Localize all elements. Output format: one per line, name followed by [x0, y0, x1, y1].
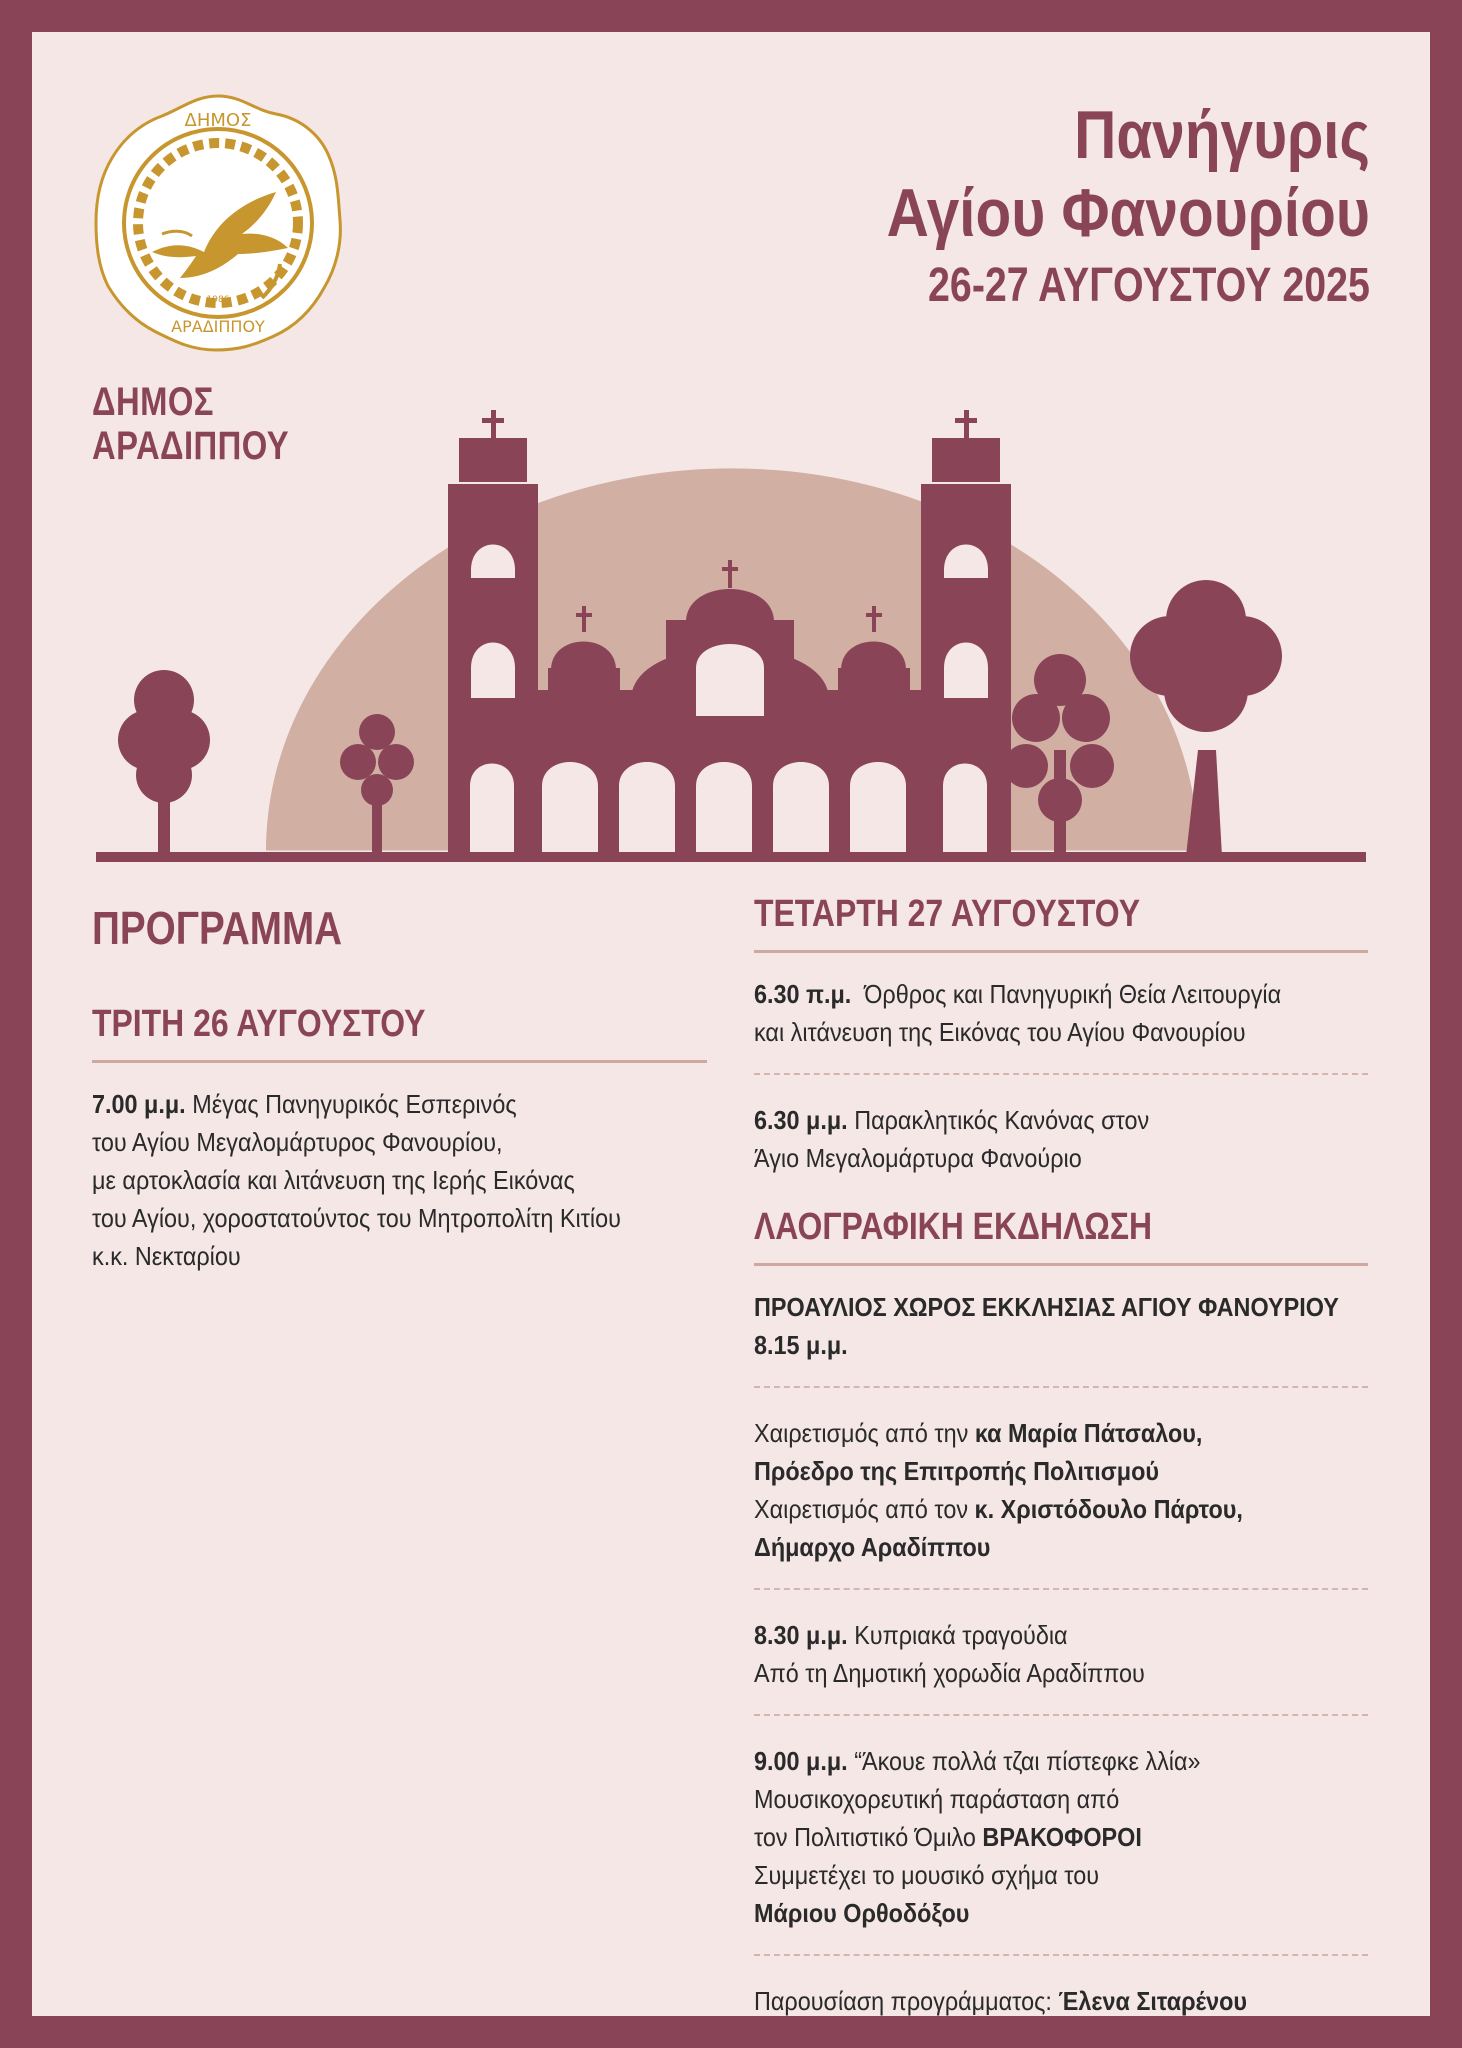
event-time: 9.00 μ.μ.	[754, 1746, 848, 1776]
event-time: 6.30 π.μ.	[754, 979, 852, 1009]
event-text: Μέγας Πανηγυρικός Εσπερινός	[192, 1089, 517, 1119]
program-left-column	[92, 900, 707, 1275]
event-time: 6.30 μ.μ.	[754, 1105, 848, 1135]
dashed-divider	[754, 1073, 1368, 1075]
greeting-role: Πρόεδρο της Επιτροπής Πολιτισμού	[754, 1456, 1159, 1486]
venue-name: ΠΡΟΑΥΛΙΟΣ ΧΩΡΟΣ ΕΚΚΛΗΣΙΑΣ ΑΓΙΟΥ ΦΑΝΟΥΡΙΟΥ	[754, 1292, 1339, 1322]
wednesday-event-1	[754, 975, 1368, 1063]
venue-time: 8.15 μ.μ.	[754, 1330, 848, 1360]
logo-seal-outline	[96, 96, 340, 350]
title-line1: Πανήγυρις	[1074, 97, 1370, 173]
municipality-line2: ΑΡΑΔΙΠΠΟΥ	[92, 424, 290, 468]
municipality-line1: ΔΗΜΟΣ	[92, 380, 214, 424]
greeting-name: κα Μαρία Πάτσαλου,	[974, 1418, 1203, 1448]
event-date: 26-27 ΑΥΓΟΥΣΤΟΥ 2025	[928, 259, 1370, 312]
event-text: Κυπριακά τραγούδια	[854, 1620, 1068, 1650]
logo-year: 1986	[206, 295, 230, 305]
show-event	[754, 1742, 1368, 1944]
band-name: Μάριου Ορθοδόξου	[754, 1898, 970, 1928]
folk-venue	[754, 1288, 1368, 1376]
dashed-divider	[754, 1386, 1368, 1388]
divider	[754, 950, 1368, 953]
event-text: Άγιο Μεγαλομάρτυρα Φανούριο	[754, 1143, 1082, 1173]
greeting-text: Χαιρετισμός από τον	[754, 1494, 975, 1524]
event-text: κ.κ. Νεκταρίου	[92, 1241, 241, 1271]
poster-title	[808, 96, 1370, 314]
folk-heading: ΛΑΟΓΡΑΦΙΚΗ ΕΚΔΗΛΩΣΗ	[754, 1206, 1153, 1248]
title-line2: Αγίου Φανουρίου	[886, 175, 1370, 251]
dashed-divider	[754, 1588, 1368, 1590]
presenter-name: Έλενα Σιταρένου	[1058, 1986, 1248, 2016]
tree-left-large	[118, 670, 210, 854]
greetings	[754, 1414, 1368, 1578]
divider	[754, 1263, 1368, 1266]
greeting-text: Χαιρετισμός από την	[754, 1418, 975, 1448]
church-illustration	[96, 370, 1366, 870]
event-time: 8.30 μ.μ.	[754, 1620, 848, 1650]
event-time: 7.00 μ.μ.	[92, 1089, 186, 1119]
event-text: “Άκουε πολλά τζαι πίστεφκε λλία»	[854, 1746, 1201, 1776]
dashed-divider	[754, 1714, 1368, 1716]
program-right-column	[754, 890, 1368, 2020]
event-text: με αρτοκλασία και λιτάνευση της Ιερής Εικόνας	[92, 1165, 575, 1195]
songs-event	[754, 1616, 1368, 1704]
event-text: του Αγίου, χοροστατούντος του Μητροπολίτη Κιτίου	[92, 1203, 621, 1233]
group-name: ΒΡΑΚΟΦΟΡΟΙ	[982, 1822, 1142, 1852]
presenter	[754, 1982, 1368, 2020]
event-text: τον Πολιτιστικό Όμιλο	[754, 1822, 983, 1852]
program-heading: ΠΡΟΓΡΑΜΜΑ	[92, 902, 343, 954]
event-text: Μουσικοχορευτική παράσταση από	[754, 1784, 1120, 1814]
municipality-logo	[92, 92, 344, 354]
greeting-name: κ. Χριστόδουλο Πάρτου,	[974, 1494, 1243, 1524]
tuesday-event	[92, 1085, 707, 1275]
logo-bottom-text: ΑΡΑΔΙΠΠΟΥ	[171, 317, 265, 336]
dashed-divider	[754, 1954, 1368, 1956]
logo-top-text: ΔΗΜΟΣ	[184, 110, 252, 131]
divider	[92, 1060, 707, 1063]
wednesday-heading: ΤΕΤΑΡΤΗ 27 ΑΥΓΟΥΣΤΟΥ	[754, 893, 1141, 935]
presenter-label: Παρουσίαση προγράμματος:	[754, 1986, 1059, 2016]
wednesday-event-2	[754, 1101, 1368, 1189]
event-text: Παρακλητικός Κανόνας στον	[854, 1105, 1150, 1135]
greeting-role: Δήμαρχο Αραδίππου	[754, 1532, 991, 1562]
tuesday-heading: ΤΡΙΤΗ 26 ΑΥΓΟΥΣΤΟΥ	[92, 1003, 426, 1045]
event-text: Συμμετέχει το μουσικό σχήμα του	[754, 1860, 1100, 1890]
event-text: Όρθρος και Πανηγυρική Θεία Λειτουργία	[864, 979, 1282, 1009]
event-text: του Αγίου Μεγαλομάρτυρος Φανουρίου,	[92, 1127, 503, 1157]
ground-line	[96, 852, 1366, 862]
event-text: Από τη Δημοτική χορωδία Αραδίππου	[754, 1658, 1145, 1688]
event-text: και λιτάνευση της Εικόνας του Αγίου Φανουρίου	[754, 1017, 1246, 1047]
